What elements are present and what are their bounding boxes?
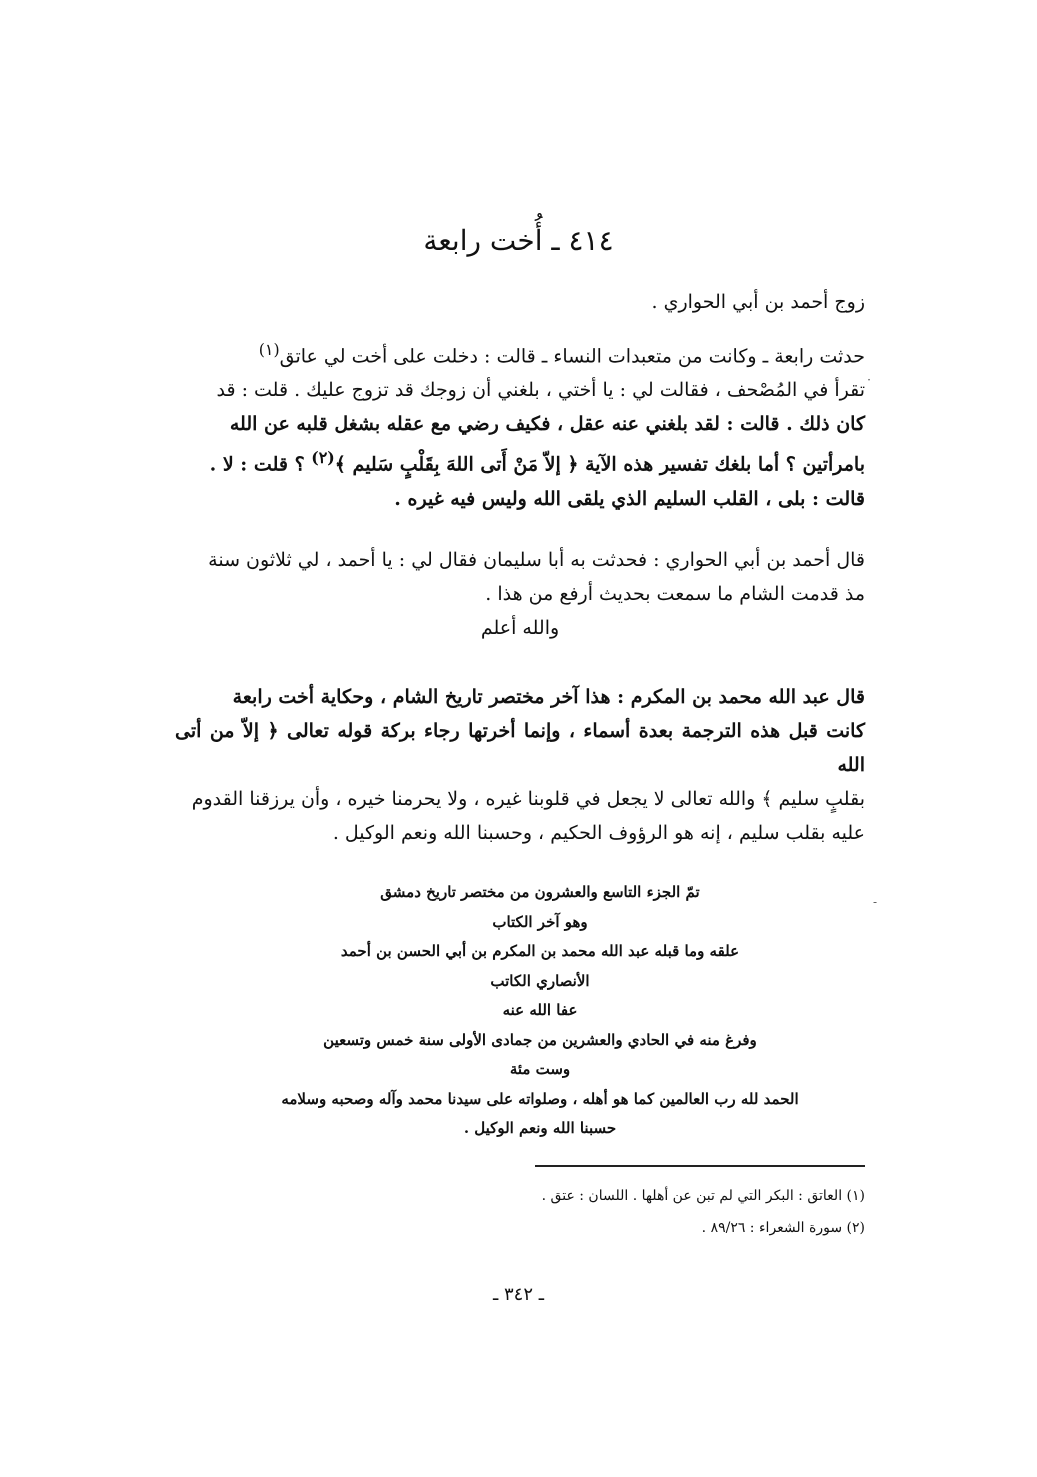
footnotes — [305, 1180, 865, 1244]
para1-line3: كان ذلك . قالت : لقد بلغني عنه عقل ، فكيف رضي مع عقله بشغل قلبه عن الله — [229, 413, 865, 436]
entry-title: ٤١٤ ـ أُخت رابعة — [423, 224, 614, 257]
footnote-2: (٢) سورة الشعراء : ٨٩/٢٦ . — [701, 1220, 865, 1236]
paragraph-2 — [175, 543, 865, 645]
page-number: ـ ٣٤٢ ـ — [492, 1284, 544, 1305]
colophon-line: علقه وما قبله عبد الله محمد بن المكرم بن أبي الحسن بن أحمد — [340, 942, 740, 960]
para3-line1: قال عبد الله محمد بن المكرم : هذا آخر مختصر تاريخ الشام ، وحكاية أخت رابعة — [232, 686, 865, 708]
colophon — [240, 878, 840, 1144]
para2-line2: مذ قدمت الشام ما سمعت بحديث أرفع من هذا . — [485, 583, 865, 605]
closing-phrase: والله أعلم — [480, 617, 560, 639]
footnote-ref-1: (١) — [258, 340, 280, 359]
para2-line1: قال أحمد بن أبي الحواري : فحدثت به أبا سليمان فقال لي : يا أحمد ، لي ثلاثون سنة — [208, 549, 865, 571]
footnote-divider — [535, 1165, 865, 1167]
colophon-line: تمّ الجزء التاسع والعشرون من مختصر تاريخ دمشق — [380, 883, 700, 901]
para3-line3: بقلبٍ سليم ﴾ والله تعالى لا يجعل في قلوبنا غيره ، ولا يحرمنا خيره ، وأن يرزقنا القدوم — [191, 788, 865, 810]
colophon-line: وهو آخر الكتاب — [492, 912, 588, 931]
para3-line2: كانت قبل هذه الترجمة بعدة أسماء ، وإنما أخرتها رجاء بركة قوله تعالى ﴿ إلاّ من أتى الله — [175, 720, 865, 776]
colophon-line: وفرغ منه في الحادي والعشرين من جمادى الأولى سنة خمس وتسعين — [323, 1030, 757, 1049]
paragraph-1 — [175, 333, 865, 516]
colophon-line: وست مئة — [509, 1060, 571, 1078]
para1-line1: حدثت رابعة ـ وكانت من متعبدات النساء ـ قالت : دخلت على أخت لي عاتق$^{(١)}$ — [258, 340, 865, 368]
footnote-1: (١) العاتق : البكر التي لم تبن عن أهلها . اللسان : عتق . — [541, 1188, 865, 1204]
para3-line4: عليه بقلب سليم ، إنه هو الرؤوف الحكيم ، وحسبنا الله ونعم الوكيل . — [332, 822, 865, 844]
colophon-line: الأنصاري الكاتب — [490, 971, 590, 990]
paragraph-3 — [175, 680, 865, 850]
para1-line5: قالت : بلى ، القلب السليم الذي يلقى الله وليس فيه غيره . — [394, 487, 865, 510]
para1-line4: بامرأتين ؟ أما بلغك تفسير هذه الآية ﴿ إلاّ مَنْ أَتى اللهَ بِقَلْبٍ سَليم ﴾$^{(٢)}$ ؟ قلت : لا . — [209, 448, 865, 476]
para1-line2: تقرأ في المُصْحف ، فقالت لي : يا أختي ، بلغني أن زوجك قد تزوج عليك . قلت : قد — [216, 379, 865, 402]
intro-text: زوج أحمد بن أبي الحواري . — [651, 291, 865, 313]
footnote-ref-2: (٢) — [311, 448, 335, 468]
colophon-line: الحمد لله رب العالمين كما هو أهله ، وصلواته على سيدنا محمد وآله وصحبه وسلامه — [281, 1089, 799, 1108]
intro-line — [175, 285, 865, 319]
colophon-line: حسبنا الله ونعم الوكيل . — [463, 1119, 617, 1137]
margin-mark: · — [867, 373, 871, 387]
colophon-line: عفا الله عنه — [502, 1001, 578, 1019]
margin-mark: - — [872, 895, 877, 909]
